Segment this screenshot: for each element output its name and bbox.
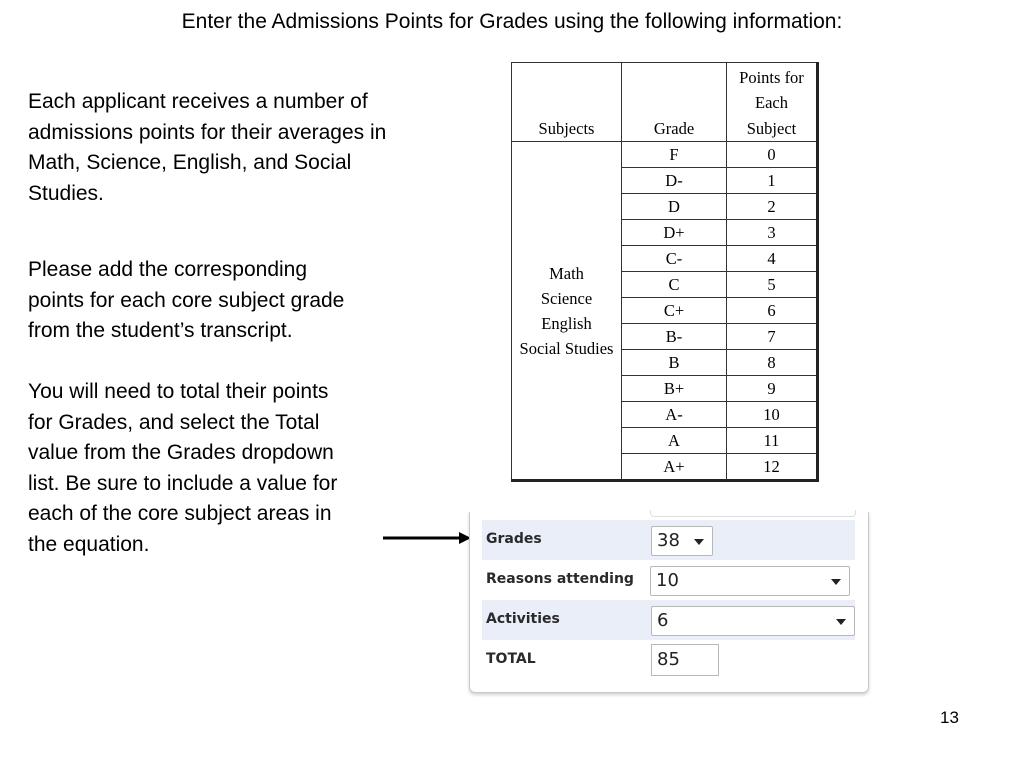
instruction-paragraph-add: Please add the corresponding points for each core subject grade from the student’s transcript. <box>28 258 345 342</box>
reasons-attending-row <box>482 560 855 600</box>
chevron-down-icon <box>836 619 846 625</box>
instruction-paragraph-points: Each applicant receives a number of admissions points for their averages in Math, Science, English, and Social Studies. <box>28 90 387 205</box>
grade-cell: D+ <box>622 220 727 246</box>
grade-cell: C <box>622 272 727 298</box>
chevron-down-icon <box>694 539 704 545</box>
right-arrow-icon <box>383 530 473 546</box>
admissions-points-form <box>469 512 869 693</box>
grade-cell: A <box>622 428 727 454</box>
activities-label: Activities <box>486 611 560 627</box>
points-cell: 12 <box>727 454 818 481</box>
points-cell: 7 <box>727 324 818 350</box>
grade-table-body <box>512 142 818 481</box>
points-cell: 2 <box>727 194 818 220</box>
points-cell: 8 <box>727 350 818 376</box>
grades-label: Grades <box>486 531 542 547</box>
points-cell: 6 <box>727 298 818 324</box>
total-label: TOTAL <box>486 651 536 667</box>
grade-cell: D <box>622 194 727 220</box>
grade-cell: C+ <box>622 298 727 324</box>
points-cell: 4 <box>727 246 818 272</box>
points-cell: 1 <box>727 168 818 194</box>
instruction-paragraph-total: You will need to total their points for Grades, and select the Total value from the Grades dropdown list. Be sure to include a value for each of the core subject areas in the equation. <box>28 380 338 556</box>
header-subjects: Subjects <box>512 63 622 142</box>
reasons-attending-label: Reasons attending <box>486 571 634 587</box>
total-row <box>482 640 855 680</box>
previous-field-edge <box>650 510 856 517</box>
reasons-attending-value: 10 <box>656 570 679 591</box>
chevron-down-icon <box>831 579 841 585</box>
activities-select[interactable] <box>651 606 855 636</box>
points-cell: 9 <box>727 376 818 402</box>
header-points: Points for Each Subject <box>727 63 818 142</box>
grade-cell: B+ <box>622 376 727 402</box>
grades-select[interactable] <box>651 526 713 556</box>
page-number: 13 <box>940 708 959 727</box>
points-cell: 5 <box>727 272 818 298</box>
grade-cell: F <box>622 142 727 168</box>
points-cell: 0 <box>727 142 818 168</box>
points-cell: 3 <box>727 220 818 246</box>
grades-row <box>482 520 855 560</box>
activities-value: 6 <box>657 610 669 631</box>
grade-cell: A+ <box>622 454 727 481</box>
grade-row <box>512 142 818 168</box>
subjects-cell: Math Science English Social Studies <box>512 142 622 481</box>
grade-cell: D- <box>622 168 727 194</box>
slide-title: Enter the Admissions Points for Grades using the following information: <box>181 10 843 33</box>
header-grade: Grade <box>622 63 727 142</box>
grade-points-table <box>511 62 819 482</box>
grade-cell: B- <box>622 324 727 350</box>
points-cell: 11 <box>727 428 818 454</box>
grade-cell: C- <box>622 246 727 272</box>
grade-cell: B <box>622 350 727 376</box>
reasons-attending-select[interactable] <box>650 566 850 596</box>
grade-cell: A- <box>622 402 727 428</box>
grades-value: 38 <box>657 530 680 551</box>
points-cell: 10 <box>727 402 818 428</box>
total-field[interactable]: 85 <box>651 644 719 676</box>
activities-row <box>482 600 855 640</box>
